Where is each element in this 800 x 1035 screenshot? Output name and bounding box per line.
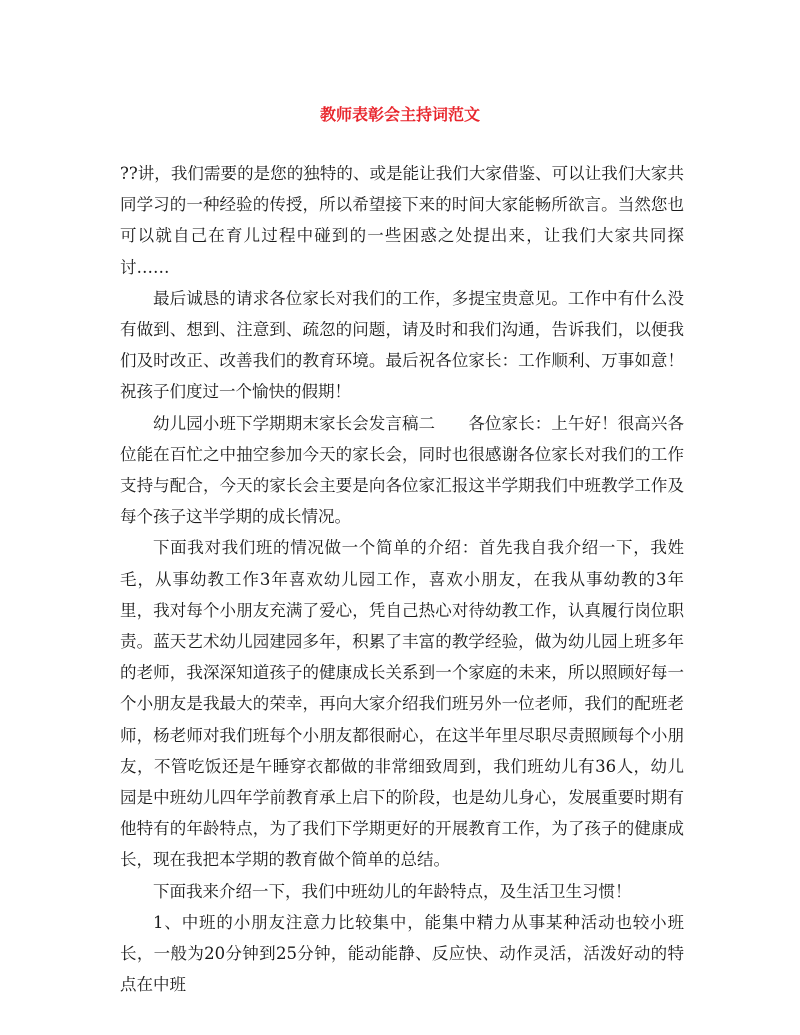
paragraph-1: ??讲，我们需要的是您的独特的、或是能让我们大家借鉴、可以让我们大家共同学习的一种经验的传授，所以希望接下来的时间大家能畅所欲言。当然您也可以就自己在育儿过程中碰到的一些困惑之处提出来，让我们大家共同探讨……: [120, 164, 684, 277]
paragraph-2: 最后诚恳的请求各位家长对我们的工作，多提宝贵意见。工作中有什么没有做到、想到、注意到、疏忽的问题，请及时和我们沟通，告诉我们，以便我们及时改正、改善我们的教育环境。最后祝各位家长：工作顺利、万事如意！祝孩子们度过一个愉快的假期！: [120, 288, 684, 402]
paragraph-5: 下面我来介绍一下，我们中班幼儿的年龄特点，及生活卫生习惯！: [153, 881, 632, 901]
paragraph-6: 1、中班的小朋友注意力比较集中，能集中精力从事某种活动也较小班长，一般为20分钟到25分钟，能动能静、反应快、动作灵活，活泼好动的特点在中班: [120, 912, 684, 995]
paragraph-3: 幼儿园小班下学期期末家长会发言稿二 各位家长：上午好！很高兴各位能在百忙之中抽空参加今天的家长会，同时也很感谢各位家长对我们的工作支持与配合，今天的家长会主要是向各位家汇报这半学期我们中班教学工作及每个孩子这半学期的成长情况。: [120, 413, 684, 527]
paragraph-4: 下面我对我们班的情况做一个简单的介绍：首先我自我介绍一下，我姓毛，从事幼教工作3年喜欢幼儿园工作，喜欢小朋友，在我从事幼教的3年里，我对每个小朋友充满了爱心，凭自己热心对待幼教工作，认真履行岗位职责。蓝天艺术幼儿园建园多年，积累了丰富的教学经验，做为幼儿园上班多年的老师，我深深知道孩子的健康成长关系到一个家庭的未来，所以照顾好每一个小朋友是我最大的荣幸，再向大家介绍我们班另外一位老师，我们的配班老师，杨老师对我们班每个小朋友都很耐心，在这半年里尽职尽责照顾每个小朋友，不管吃饭还是午睡穿衣都做的非常细致周到，我们班幼儿有36人，幼儿园是中班幼儿四年学前教育承上启下的阶段，也是幼儿身心，发展重要时期有他特有的年龄特点，为了我们下学期更好的开展教育工作，为了孩子的健康成长，现在我把本学期的教育做个简单的总结。: [120, 538, 684, 870]
document-title: 教师表彰会主持词范文: [319, 105, 480, 124]
document-body: [120, 158, 684, 1000]
